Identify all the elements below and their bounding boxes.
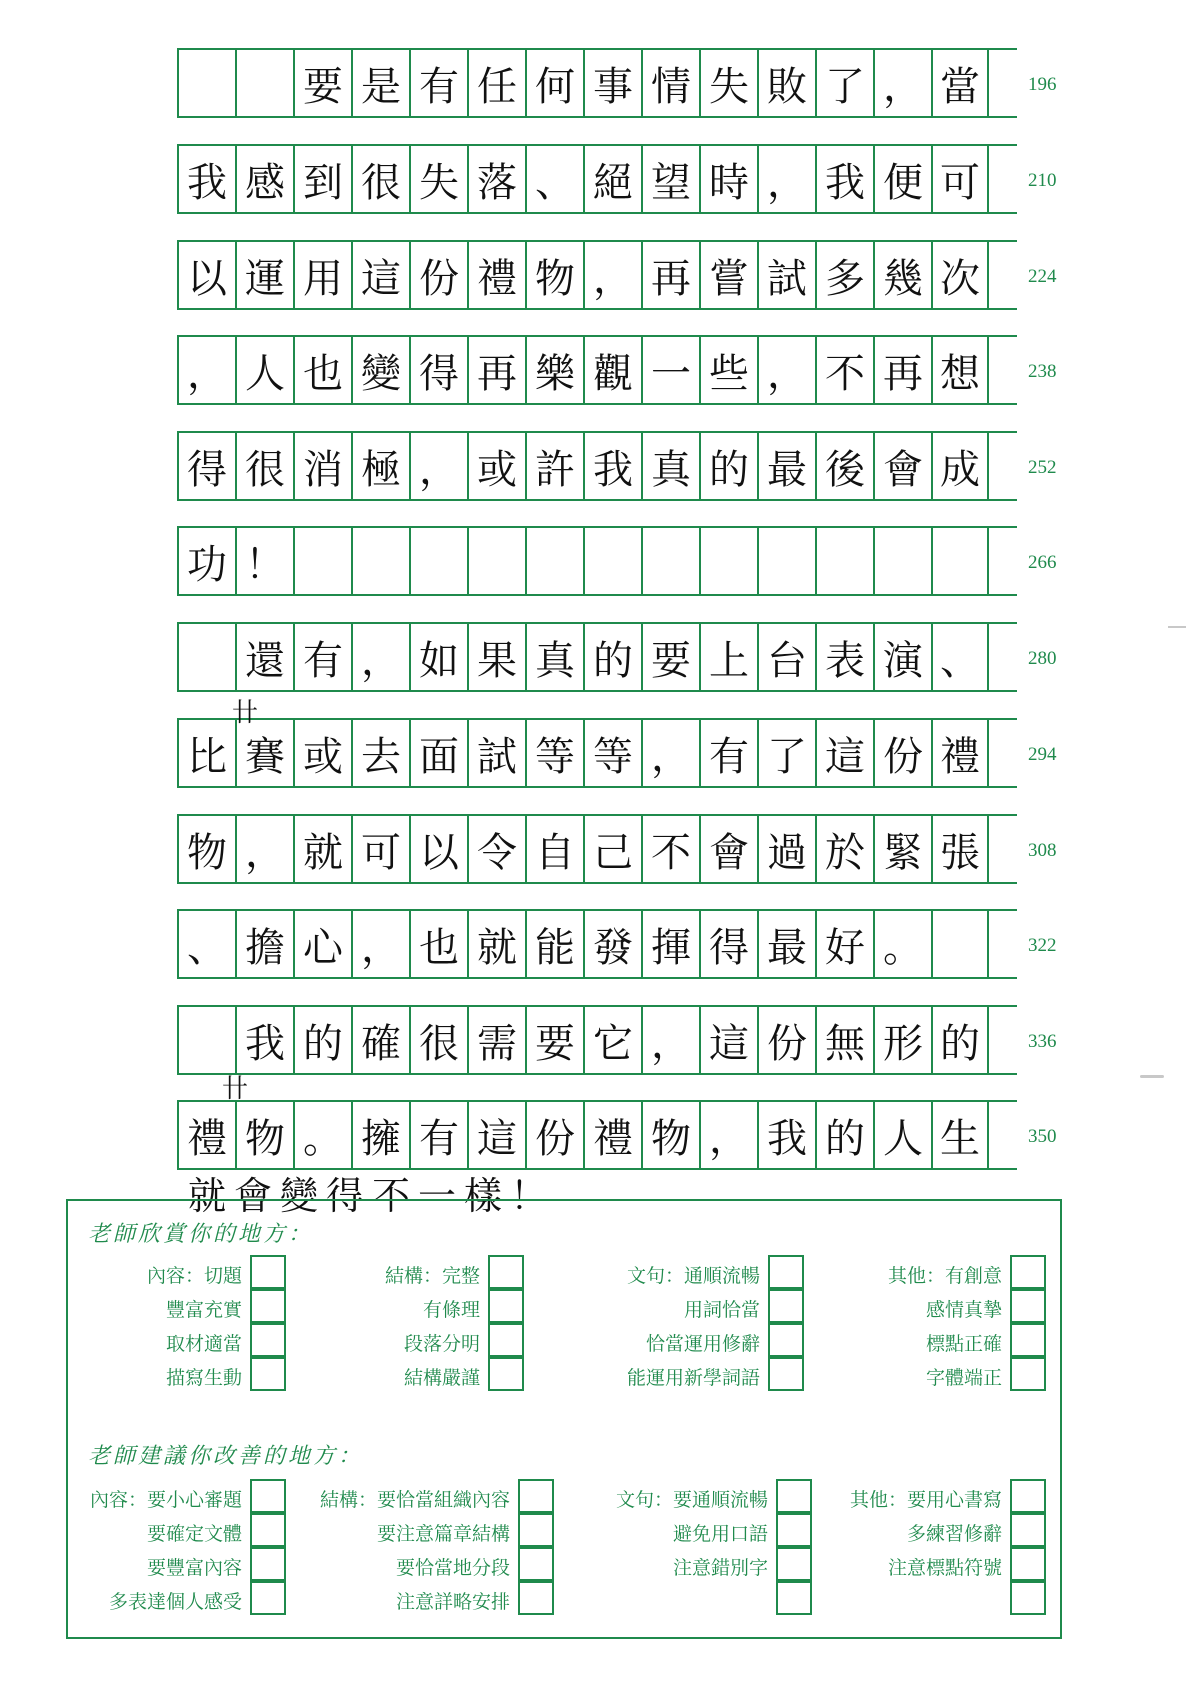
grid-cell: 揮 — [641, 911, 699, 977]
checklist-label: 要豐富內容 — [146, 1557, 242, 1579]
checklist-checkbox[interactable] — [250, 1547, 286, 1581]
grid-cell: 禮 — [583, 1102, 641, 1168]
grid-cell — [177, 1007, 235, 1073]
grid-cell — [931, 911, 989, 977]
grid-cell — [467, 528, 525, 594]
checklist-checkbox[interactable] — [250, 1323, 286, 1357]
checklist-checkbox[interactable] — [250, 1513, 286, 1547]
grid-cell: 的 — [699, 433, 757, 499]
grid-row — [177, 1005, 1017, 1075]
grid-cell: 多 — [815, 242, 873, 308]
checklist-checkbox[interactable] — [250, 1581, 286, 1615]
grid-cell: 物 — [177, 816, 235, 882]
grid-cell: 極 — [351, 433, 409, 499]
checklist-label: 要確定文體 — [146, 1523, 242, 1545]
grid-cell: 確 — [351, 1007, 409, 1073]
grid-row — [177, 144, 1017, 214]
grid-cell: 形 — [873, 1007, 931, 1073]
checklist-checkbox[interactable] — [768, 1357, 804, 1391]
checklist-label: 多表達個人感受 — [108, 1591, 242, 1613]
grid-cell: 比 — [177, 720, 235, 786]
checklist-checkbox[interactable] — [1010, 1357, 1046, 1391]
grid-cell: 我 — [235, 1007, 293, 1073]
grid-cell: 了 — [757, 720, 815, 786]
grid-cell: 的 — [815, 1102, 873, 1168]
grid-cell: 也 — [293, 337, 351, 403]
checklist-label: 要恰當地分段 — [395, 1557, 510, 1579]
grid-cell: 會 — [873, 433, 931, 499]
checklist-label: 避免用口語 — [672, 1523, 768, 1545]
grid-row — [177, 622, 1017, 692]
grid-cell: 敗 — [757, 50, 815, 116]
checklist-label: 標點正確 — [925, 1333, 1002, 1355]
checklist-checkbox[interactable] — [518, 1513, 554, 1547]
grid-cell: 令 — [467, 816, 525, 882]
checklist-checkbox[interactable] — [250, 1357, 286, 1391]
grid-cell — [699, 528, 757, 594]
checklist-label: 字體端正 — [925, 1367, 1002, 1389]
grid-cell: ， — [583, 242, 641, 308]
paragraph-mark: 卄 — [232, 698, 259, 728]
checklist-label: 多練習修辭 — [906, 1523, 1002, 1545]
grid-cell: 些 — [699, 337, 757, 403]
grid-cell: 人 — [873, 1102, 931, 1168]
checklist-checkbox[interactable] — [1010, 1289, 1046, 1323]
grid-cell: 很 — [409, 1007, 467, 1073]
grid-cell: 賽 — [235, 720, 293, 786]
grid-cell: 發 — [583, 911, 641, 977]
grid-cell: 情 — [641, 50, 699, 116]
grid-cell: 失 — [409, 146, 467, 212]
checklist-label: 結構嚴謹 — [403, 1367, 480, 1389]
grid-cell: 樂 — [525, 337, 583, 403]
grid-cell: 如 — [409, 624, 467, 690]
grid-cell — [757, 528, 815, 594]
checklist-checkbox[interactable] — [1010, 1581, 1046, 1615]
grid-cell: 物 — [235, 1102, 293, 1168]
checklist-checkbox[interactable] — [1010, 1547, 1046, 1581]
grid-cell: 一 — [641, 337, 699, 403]
grid-cell: 落 — [467, 146, 525, 212]
grid-cell: 份 — [757, 1007, 815, 1073]
grid-cell: 的 — [293, 1007, 351, 1073]
checklist-label: 豐富充實 — [165, 1299, 242, 1321]
grid-cell: 變 — [351, 337, 409, 403]
grid-cell — [351, 528, 409, 594]
checklist-label: 能運用新學詞語 — [626, 1367, 760, 1389]
grid-cell: 上 — [699, 624, 757, 690]
grid-cell: 、 — [525, 146, 583, 212]
grid-cell: 失 — [699, 50, 757, 116]
grid-cell: 張 — [931, 816, 989, 882]
checklist-label: 文句：要通順流暢 — [615, 1489, 768, 1511]
grid-cell: 會 — [699, 816, 757, 882]
row-count-number: 210 — [1028, 170, 1057, 191]
grid-cell: 的 — [583, 624, 641, 690]
checklist-checkbox[interactable] — [518, 1547, 554, 1581]
grid-cell: 觀 — [583, 337, 641, 403]
checklist-label: 其他：有創意 — [887, 1265, 1002, 1287]
grid-cell: ， — [409, 433, 467, 499]
grid-cell: ， — [873, 50, 931, 116]
grid-cell: 去 — [351, 720, 409, 786]
grid-row — [177, 909, 1017, 979]
grid-cell: 生 — [931, 1102, 989, 1168]
checklist-label: 描寫生動 — [165, 1367, 242, 1389]
row-count-number: 196 — [1028, 74, 1057, 95]
checklist-checkbox[interactable] — [1010, 1479, 1046, 1513]
grid-cell: 好 — [815, 911, 873, 977]
grid-cell — [583, 528, 641, 594]
grid-cell: ， — [351, 911, 409, 977]
grid-cell: 能 — [525, 911, 583, 977]
grid-cell: ， — [641, 720, 699, 786]
grid-cell: 可 — [931, 146, 989, 212]
grid-cell: 真 — [525, 624, 583, 690]
grid-cell: 試 — [467, 720, 525, 786]
grid-cell: 演 — [873, 624, 931, 690]
grid-cell: 要 — [641, 624, 699, 690]
grid-cell: 份 — [873, 720, 931, 786]
grid-cell: 等 — [525, 720, 583, 786]
grid-cell: 感 — [235, 146, 293, 212]
checklist-checkbox[interactable] — [518, 1479, 554, 1513]
checklist-label: 用詞恰當 — [683, 1299, 760, 1321]
checklist-label: 結構：要恰當組織內容 — [319, 1489, 510, 1511]
grid-cell: 擁 — [351, 1102, 409, 1168]
grid-cell: 擔 — [235, 911, 293, 977]
grid-cell: 這 — [351, 242, 409, 308]
scan-edge-mark — [1168, 626, 1186, 628]
checklist-checkbox[interactable] — [776, 1513, 812, 1547]
grid-cell: 自 — [525, 816, 583, 882]
grid-cell: 真 — [641, 433, 699, 499]
grid-cell: 何 — [525, 50, 583, 116]
grid-cell: 就 — [467, 911, 525, 977]
grid-row — [177, 335, 1017, 405]
checklist-label: 有條理 — [422, 1299, 480, 1321]
grid-cell: 這 — [467, 1102, 525, 1168]
checklist-checkbox[interactable] — [488, 1357, 524, 1391]
grid-cell: 面 — [409, 720, 467, 786]
grid-cell: 就 — [293, 816, 351, 882]
grid-cell: 我 — [583, 433, 641, 499]
row-count-number: 280 — [1028, 648, 1057, 669]
grid-cell: 物 — [641, 1102, 699, 1168]
row-count-number: 252 — [1028, 457, 1057, 478]
checklist-checkbox[interactable] — [776, 1547, 812, 1581]
grid-cell: 可 — [351, 816, 409, 882]
grid-cell: 果 — [467, 624, 525, 690]
checklist-label: 其他：要用心書寫 — [849, 1489, 1002, 1511]
grid-cell: 我 — [815, 146, 873, 212]
grid-cell: 試 — [757, 242, 815, 308]
grid-cell: ， — [235, 816, 293, 882]
grid-cell: 再 — [641, 242, 699, 308]
grid-cell: 有 — [409, 50, 467, 116]
checklist-checkbox[interactable] — [518, 1581, 554, 1615]
grid-cell: 很 — [235, 433, 293, 499]
grid-cell: 需 — [467, 1007, 525, 1073]
grid-cell: 得 — [177, 433, 235, 499]
grid-cell: 我 — [757, 1102, 815, 1168]
grid-cell: 還 — [235, 624, 293, 690]
grid-cell: 。 — [293, 1102, 351, 1168]
grid-cell: 很 — [351, 146, 409, 212]
grid-cell: 或 — [293, 720, 351, 786]
checklist-checkbox[interactable] — [488, 1255, 524, 1289]
grid-cell: 消 — [293, 433, 351, 499]
grid-cell: 嘗 — [699, 242, 757, 308]
grid-cell: 絕 — [583, 146, 641, 212]
grid-cell: 有 — [409, 1102, 467, 1168]
grid-cell: 份 — [525, 1102, 583, 1168]
grid-cell: ， — [757, 146, 815, 212]
checklist-label: 注意詳略安排 — [395, 1591, 510, 1613]
grid-cell: 想 — [931, 337, 989, 403]
grid-cell: 這 — [815, 720, 873, 786]
grid-cell: 當 — [931, 50, 989, 116]
grid-cell: 物 — [525, 242, 583, 308]
grid-cell: 、 — [177, 911, 235, 977]
grid-cell: 了 — [815, 50, 873, 116]
grid-cell: 禮 — [931, 720, 989, 786]
grid-cell — [177, 624, 235, 690]
grid-cell: 時 — [699, 146, 757, 212]
grid-cell: 有 — [293, 624, 351, 690]
grid-cell: 是 — [351, 50, 409, 116]
grid-cell: 緊 — [873, 816, 931, 882]
grid-cell: 於 — [815, 816, 873, 882]
grid-cell: 功 — [177, 528, 235, 594]
grid-cell — [525, 528, 583, 594]
grid-cell: 後 — [815, 433, 873, 499]
row-count-number: 294 — [1028, 744, 1057, 765]
grid-cell: 最 — [757, 433, 815, 499]
teacher-evaluation-box — [66, 1199, 1062, 1639]
checklist-label: 感情真摯 — [925, 1299, 1002, 1321]
grid-cell: 望 — [641, 146, 699, 212]
grid-cell: ！ — [235, 528, 293, 594]
grid-cell: 任 — [467, 50, 525, 116]
grid-cell: 再 — [467, 337, 525, 403]
grid-cell: 表 — [815, 624, 873, 690]
grid-cell: 許 — [525, 433, 583, 499]
row-count-number: 322 — [1028, 935, 1057, 956]
grid-cell: 成 — [931, 433, 989, 499]
grid-cell: 的 — [931, 1007, 989, 1073]
grid-cell: 過 — [757, 816, 815, 882]
grid-cell: 這 — [699, 1007, 757, 1073]
row-count-number: 266 — [1028, 552, 1057, 573]
checklist-label: 恰當運用修辭 — [645, 1333, 760, 1355]
grid-cell: 也 — [409, 911, 467, 977]
grid-cell: 不 — [815, 337, 873, 403]
grid-cell — [235, 50, 293, 116]
checklist-label: 注意標點符號 — [887, 1557, 1002, 1579]
grid-cell: 份 — [409, 242, 467, 308]
grid-cell: 有 — [699, 720, 757, 786]
grid-cell: ， — [351, 624, 409, 690]
grid-cell: 得 — [409, 337, 467, 403]
grid-cell: ， — [641, 1007, 699, 1073]
grid-row — [177, 814, 1017, 884]
checklist-label: 內容：切題 — [146, 1265, 242, 1287]
grid-cell: 禮 — [467, 242, 525, 308]
grid-cell — [815, 528, 873, 594]
grid-cell: ， — [699, 1102, 757, 1168]
grid-cell: 它 — [583, 1007, 641, 1073]
grid-cell: 以 — [177, 242, 235, 308]
checklist-checkbox[interactable] — [1010, 1513, 1046, 1547]
grid-cell: 最 — [757, 911, 815, 977]
checklist-label: 結構：完整 — [384, 1265, 480, 1287]
grid-cell: 。 — [873, 911, 931, 977]
grid-cell: 次 — [931, 242, 989, 308]
row-count-number: 238 — [1028, 361, 1057, 382]
checklist-label: 要注意篇章結構 — [376, 1523, 510, 1545]
overflow-handwriting: 就會變得不一樣！ — [188, 1174, 557, 1218]
grid-cell: 到 — [293, 146, 351, 212]
grid-row — [177, 48, 1017, 118]
grid-cell: ， — [757, 337, 815, 403]
grid-cell — [873, 528, 931, 594]
appreciate-title: 老師欣賞你的地方： — [88, 1222, 314, 1247]
grid-cell: 或 — [467, 433, 525, 499]
grid-row — [177, 240, 1017, 310]
grid-cell: 事 — [583, 50, 641, 116]
grid-row — [177, 431, 1017, 501]
grid-cell — [641, 528, 699, 594]
grid-cell: 心 — [293, 911, 351, 977]
grid-cell: 不 — [641, 816, 699, 882]
grid-cell: 要 — [293, 50, 351, 116]
grid-cell: 、 — [931, 624, 989, 690]
grid-row — [177, 718, 1017, 788]
grid-cell — [931, 528, 989, 594]
checklist-checkbox[interactable] — [488, 1289, 524, 1323]
grid-cell: 用 — [293, 242, 351, 308]
checklist-label: 內容：要小心審題 — [89, 1489, 242, 1511]
checklist-checkbox[interactable] — [250, 1289, 286, 1323]
scan-edge-mark — [1140, 1075, 1164, 1078]
checklist-label: 取材適當 — [165, 1333, 242, 1355]
grid-cell: 己 — [583, 816, 641, 882]
checklist-checkbox[interactable] — [768, 1323, 804, 1357]
grid-cell: 以 — [409, 816, 467, 882]
checklist-checkbox[interactable] — [1010, 1255, 1046, 1289]
grid-cell: 運 — [235, 242, 293, 308]
grid-cell: 便 — [873, 146, 931, 212]
grid-cell: 得 — [699, 911, 757, 977]
checklist-checkbox[interactable] — [250, 1255, 286, 1289]
row-count-number: 308 — [1028, 840, 1057, 861]
row-count-number: 350 — [1028, 1126, 1057, 1147]
grid-cell: 人 — [235, 337, 293, 403]
grid-cell — [409, 528, 467, 594]
checklist-checkbox[interactable] — [768, 1289, 804, 1323]
checklist-checkbox[interactable] — [776, 1581, 812, 1615]
grid-row — [177, 1100, 1017, 1170]
grid-cell — [177, 50, 235, 116]
checklist-label: 注意錯別字 — [672, 1557, 768, 1579]
checklist-checkbox[interactable] — [776, 1479, 812, 1513]
grid-row — [177, 526, 1017, 596]
grid-cell: 我 — [177, 146, 235, 212]
checklist-label: 文句：通順流暢 — [626, 1265, 760, 1287]
checklist-label: 段落分明 — [403, 1333, 480, 1355]
row-count-number: 224 — [1028, 266, 1057, 287]
grid-cell: 無 — [815, 1007, 873, 1073]
checklist-checkbox[interactable] — [1010, 1323, 1046, 1357]
checklist-checkbox[interactable] — [768, 1255, 804, 1289]
grid-cell: 再 — [873, 337, 931, 403]
improve-title: 老師建議你改善的地方： — [88, 1444, 364, 1469]
grid-cell: 要 — [525, 1007, 583, 1073]
grid-cell: 等 — [583, 720, 641, 786]
row-count-number: 336 — [1028, 1031, 1057, 1052]
checklist-checkbox[interactable] — [250, 1479, 286, 1513]
grid-cell — [293, 528, 351, 594]
grid-cell: ， — [177, 337, 235, 403]
checklist-checkbox[interactable] — [488, 1323, 524, 1357]
grid-cell: 台 — [757, 624, 815, 690]
grid-cell: 禮 — [177, 1102, 235, 1168]
grid-cell: 幾 — [873, 242, 931, 308]
paragraph-mark: 卄 — [222, 1074, 249, 1104]
